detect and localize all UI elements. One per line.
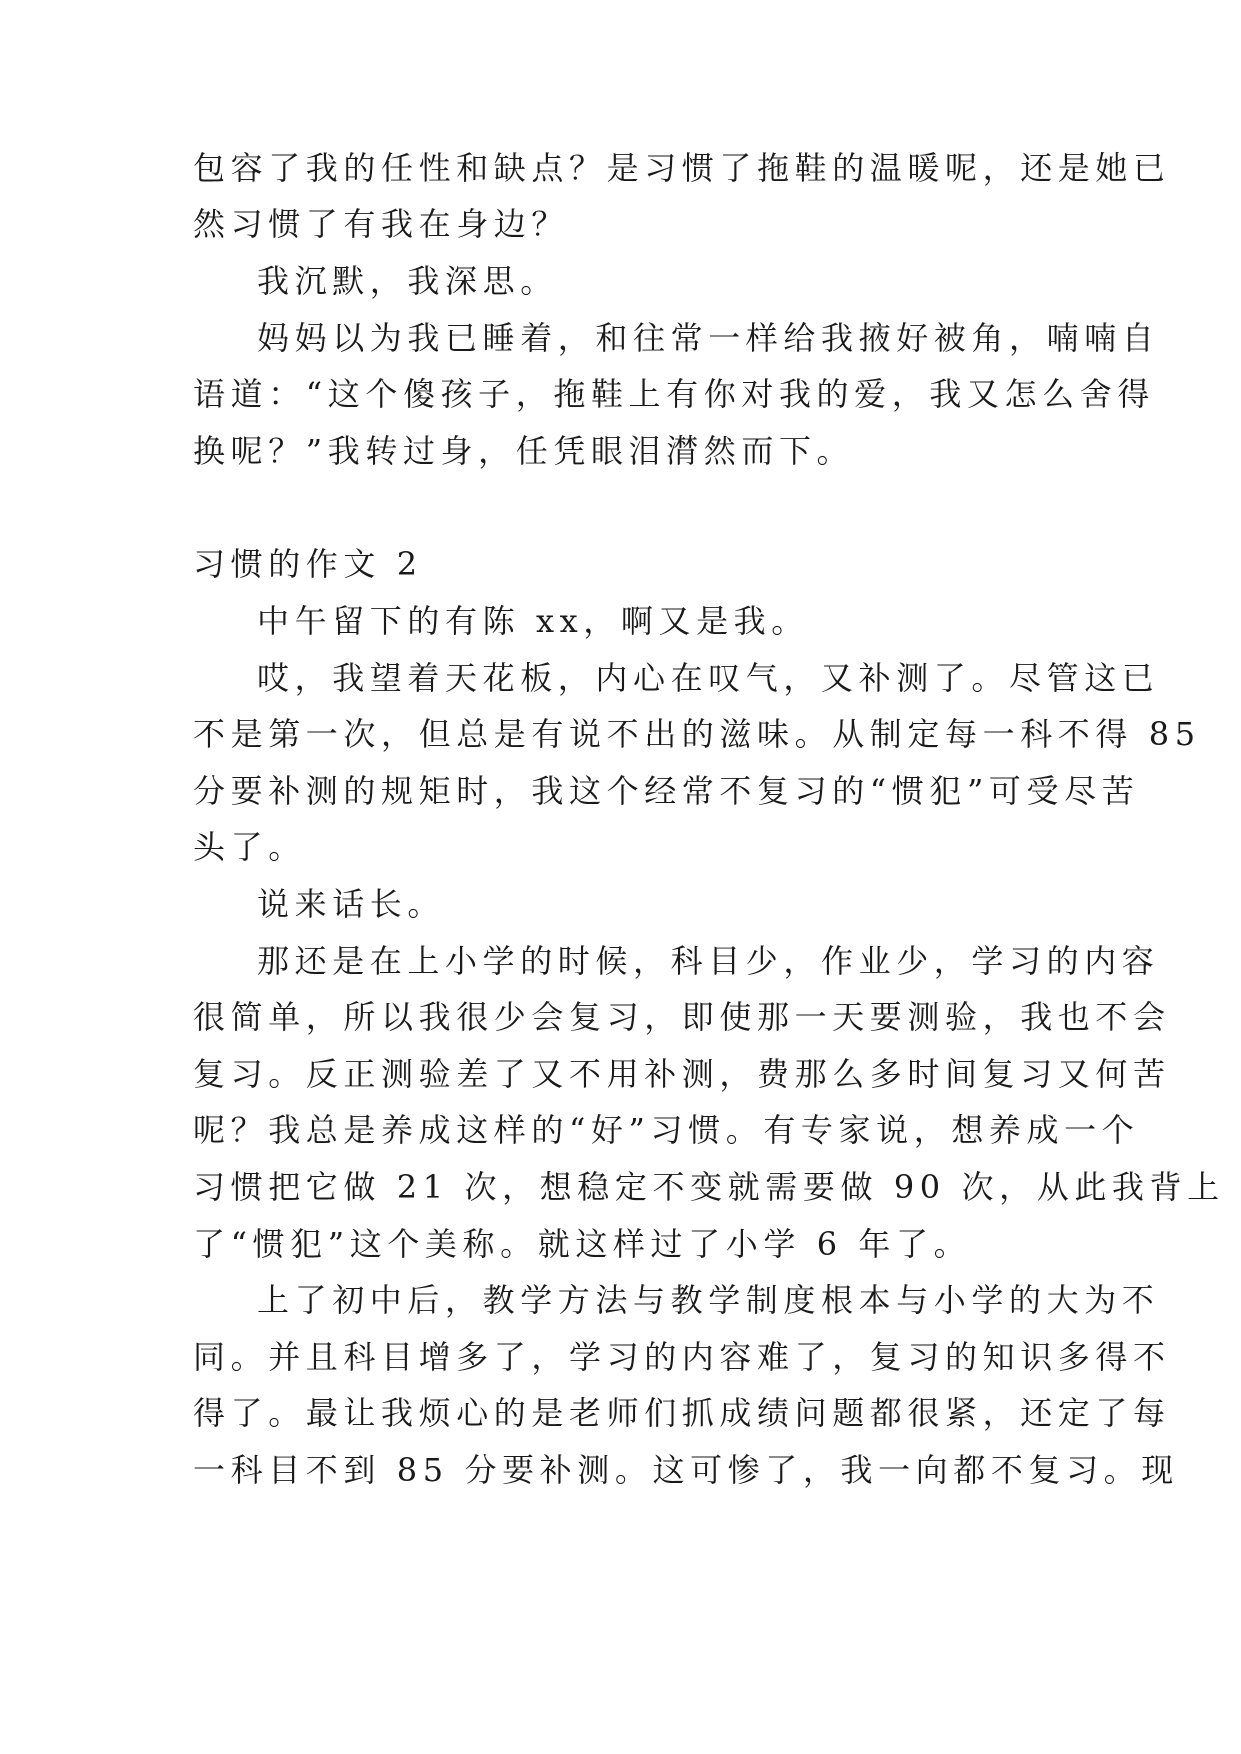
section-heading: 习惯的作文 2 xyxy=(193,545,423,583)
paragraph-line: 分要补测的规矩时，我这个经常不复习的“惯犯”可受尽苦 xyxy=(193,772,1140,810)
paragraph-line: 说来话长。 xyxy=(257,885,446,923)
paragraph-line: 呢？我总是养成这样的“好”习惯。有专家说，想养成一个 xyxy=(193,1111,1140,1149)
paragraph-line: 妈妈以为我已睡着，和往常一样给我掖好被角，喃喃自 xyxy=(257,319,1160,357)
paragraph-line: 那还是在上小学的时候，科目少，作业少，学习的内容 xyxy=(257,942,1160,980)
paragraph-line: 上了初中后，教学方法与教学制度根本与小学的大为不 xyxy=(257,1281,1160,1319)
paragraph-line: 很简单，所以我很少会复习，即使那一天要测验，我也不会 xyxy=(193,998,1171,1036)
paragraph-line: 得了。最让我烦心的是老师们抓成绩问题都很紧，还定了每 xyxy=(193,1394,1171,1432)
paragraph-line: 不是第一次，但总是有说不出的滋味。从制定每一科不得 85 xyxy=(193,715,1201,753)
paragraph-line: 一科目不到 85 分要补测。这可惨了，我一向都不复习。现 xyxy=(193,1451,1179,1489)
paragraph-line: 习惯把它做 21 次，想稳定不变就需要做 90 次，从此我背上 xyxy=(193,1168,1225,1206)
paragraph-line: 中午留下的有陈 xx，啊又是我。 xyxy=(257,602,809,640)
paragraph-line: 头了。 xyxy=(193,828,306,866)
paragraph-line: 了“惯犯”这个美称。就这样过了小学 6 年了。 xyxy=(193,1225,972,1263)
paragraph-line: 复习。反正测验差了又不用补测，费那么多时间复习又何苦 xyxy=(193,1055,1171,1093)
paragraph-line: 包容了我的任性和缺点？是习惯了拖鞋的温暖呢，还是她已 xyxy=(193,149,1171,187)
paragraph-line: 换呢？”我转过身，任凭眼泪潸然而下。 xyxy=(193,432,855,470)
paragraph-line: 语道：“这个傻孩子，拖鞋上有你对我的爱，我又怎么舍得 xyxy=(193,375,1155,413)
paragraph-line: 然习惯了有我在身边？ xyxy=(193,205,570,243)
paragraph-line: 我沉默，我深思。 xyxy=(257,262,558,300)
paragraph-line: 哎，我望着天花板，内心在叹气，又补测了。尽管这已 xyxy=(257,659,1160,697)
paragraph-line: 同。并且科目增多了，学习的内容难了，复习的知识多得不 xyxy=(193,1338,1171,1376)
